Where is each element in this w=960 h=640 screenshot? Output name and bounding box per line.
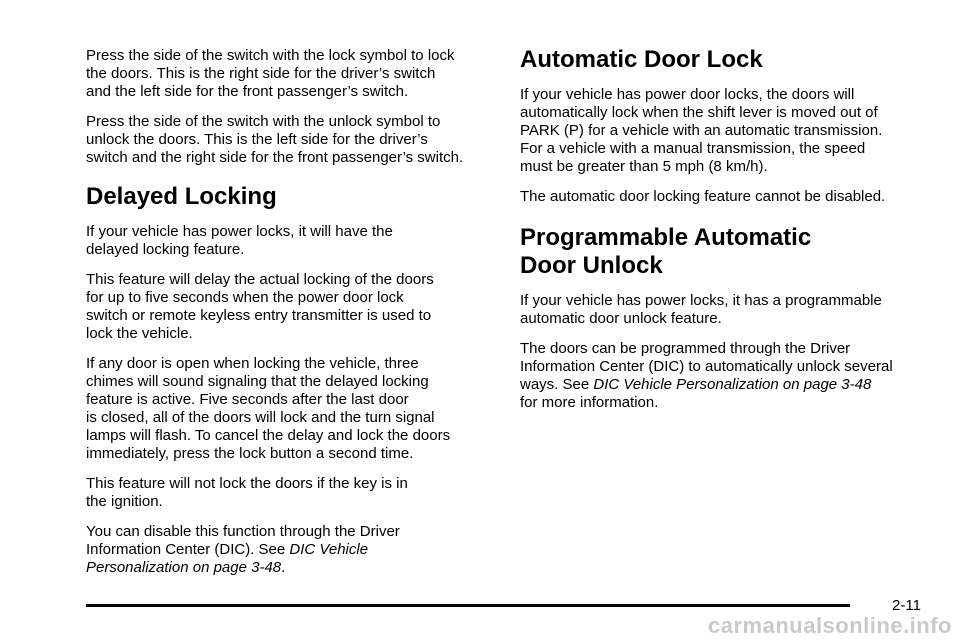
dic-reference-link-2[interactable]: DIC Vehicle Personalization on page 3-48 bbox=[593, 376, 872, 393]
door-open-paragraph: If any door is open when locking the vehicle, three chimes will sound signaling that the delayed locking feature is active. Five seconds after the last door is closed, all of the doors will lock and the turn signal lamps will flash. To cancel the delay and lock the doors immediately, press the lock button a second time. bbox=[86, 355, 451, 462]
footer-rule bbox=[86, 604, 850, 607]
left-column bbox=[86, 47, 494, 589]
programmable-unlock-heading: Programmable Automatic Door Unlock bbox=[520, 224, 812, 279]
disable-end: . bbox=[281, 559, 286, 576]
watermark: carmanualsonline.info bbox=[708, 613, 952, 638]
right-column bbox=[520, 46, 928, 424]
delayed-intro-paragraph: If your vehicle has power locks, it will have the delayed locking feature. bbox=[86, 223, 393, 258]
cannot-disable-paragraph: The automatic door locking feature cannot be disabled. bbox=[520, 188, 886, 205]
disable-function-paragraph bbox=[86, 523, 494, 577]
ignition-paragraph: This feature will not lock the doors if the key is in the ignition. bbox=[86, 475, 408, 510]
programming-text: The doors can be programmed through the Driver Information Center (DIC) to automatically unlock several ways. See bbox=[520, 340, 893, 393]
programming-paragraph bbox=[520, 340, 928, 412]
page-number: 2-11 bbox=[892, 597, 921, 614]
programmable-intro-paragraph: If your vehicle has power locks, it has a programmable automatic door unlock feature. bbox=[520, 292, 882, 327]
disable-text: You can disable this function through the Driver Information Center (DIC). See bbox=[86, 523, 400, 558]
automatic-door-lock-heading: Automatic Door Lock bbox=[520, 46, 763, 73]
lock-switch-paragraph: Press the side of the switch with the lock symbol to lock the doors. This is the right side for the driver’s switch and the left side for the front passenger’s switch. bbox=[86, 47, 455, 100]
dic-reference-link[interactable]: DIC Vehicle Personalization on page 3-48 bbox=[86, 541, 369, 576]
unlock-switch-paragraph: Press the side of the switch with the unlock symbol to unlock the doors. This is the left side for the driver’s switch and the right side for the front passenger’s switch. bbox=[86, 113, 464, 166]
delayed-locking-heading: Delayed Locking bbox=[86, 183, 277, 210]
programming-end: for more information. bbox=[520, 394, 659, 411]
delay-feature-paragraph: This feature will delay the actual locking of the doors for up to five seconds when the power door lock switch or remote keyless entry transmitter is used to lock the vehicle. bbox=[86, 271, 434, 342]
auto-lock-paragraph: If your vehicle has power door locks, the doors will automatically lock when the shift lever is moved out of PARK (P) for a vehicle with an automatic transmission. For a vehicle with a manual transmission, the speed must be greater than 5 mph (8 km/h). bbox=[520, 86, 883, 175]
